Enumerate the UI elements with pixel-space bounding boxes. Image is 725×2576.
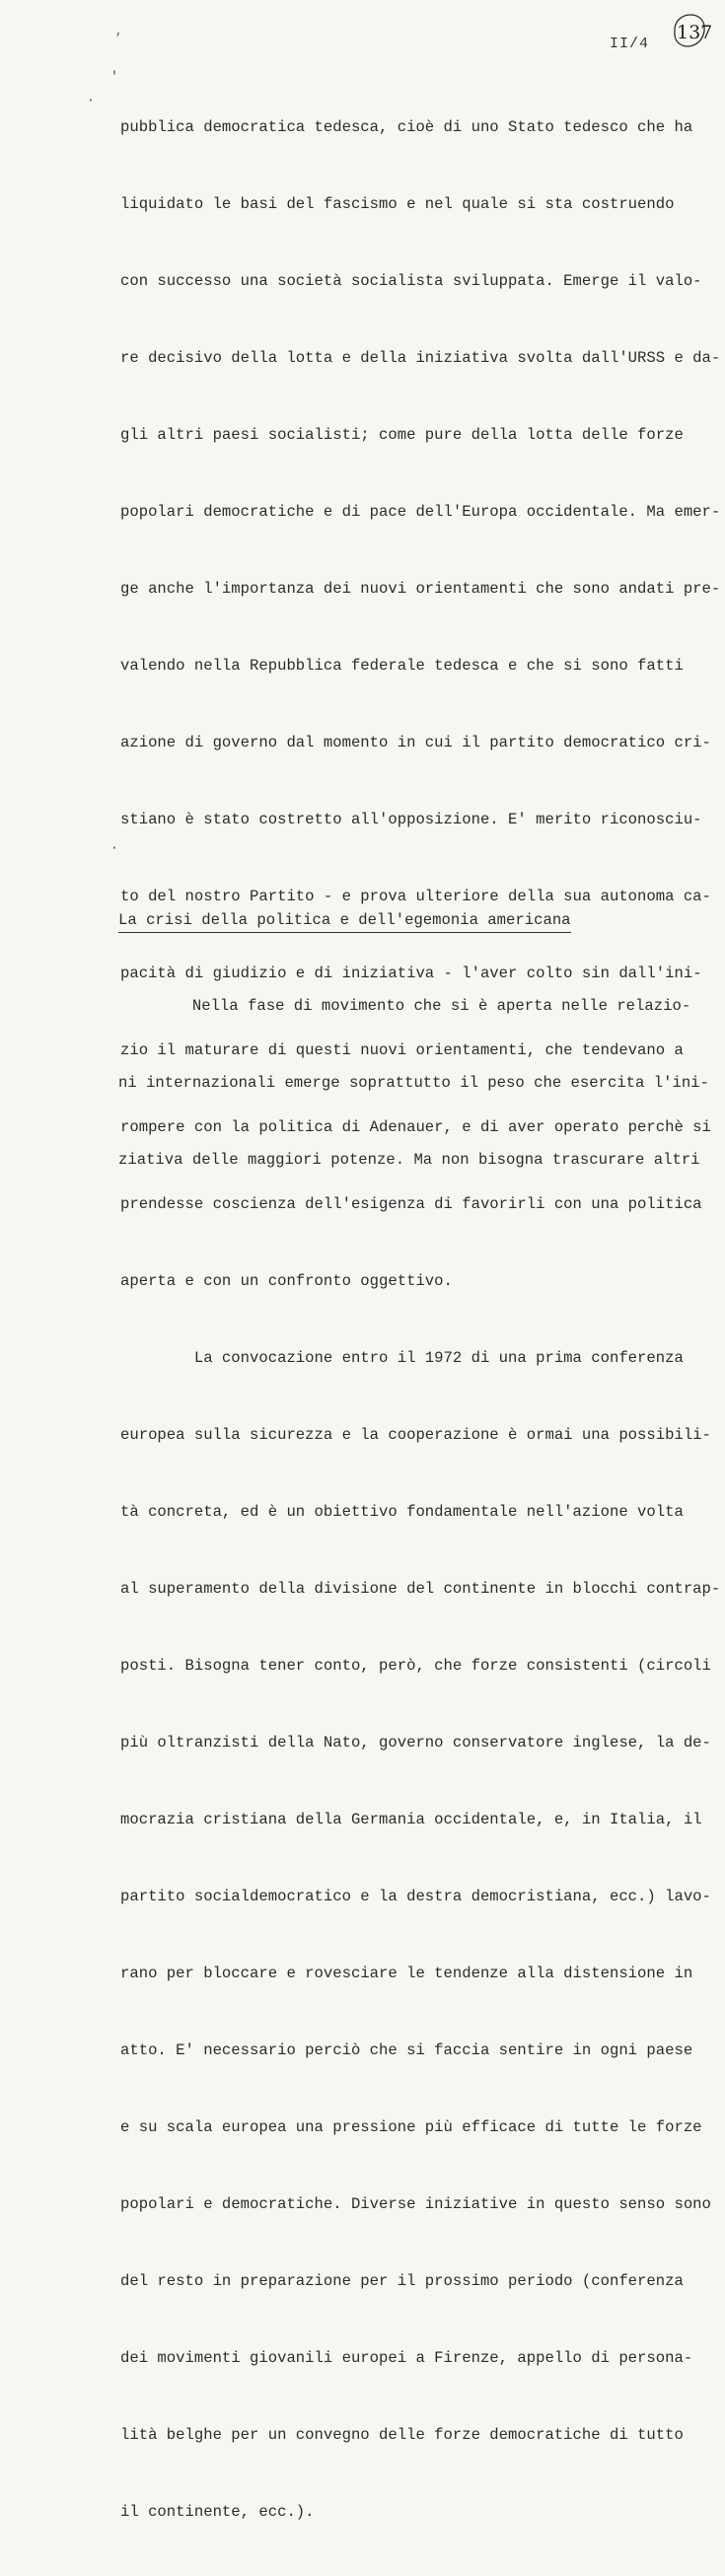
- text-line: al superamento della divisione del continente in blocchi contrap-: [120, 1580, 721, 1598]
- text-line: popolari e democratiche. Diverse iniziative in questo senso sono: [120, 2195, 711, 2213]
- svg-text:137: 137: [677, 22, 713, 43]
- text-line: lità belghe per un convegno delle forze democratiche di tutto: [120, 2426, 684, 2444]
- text-line: del resto in preparazione per il prossimo periodo (conferenza: [120, 2272, 684, 2290]
- text-line: ge anche l'importanza dei nuovi orientamenti che sono andati pre-: [120, 580, 721, 598]
- text-line: rompere con la politica di Adenauer, e di aver operato perchè si: [120, 1118, 711, 1136]
- text-line: il continente, ecc.).: [120, 2503, 315, 2521]
- text-line: più oltranzisti della Nato, governo conservatore inglese, la de-: [120, 1734, 711, 1752]
- text-line: con successo una società socialista sviluppata. Emerge il valo-: [120, 272, 702, 290]
- body-paragraphs: [118, 63, 721, 2576]
- text-line: gli altri paesi socialisti; come pure della lotta delle forze: [120, 426, 684, 444]
- text-line: La convocazione entro il 1972 di una prima conferenza: [120, 1349, 684, 1367]
- text-line: valendo nella Repubblica federale tedesca e che si sono fatti: [120, 657, 684, 675]
- stray-pen-mark: ,: [115, 25, 123, 38]
- text-line: zio il maturare di questi nuovi orientamenti, che tendevano a: [120, 1041, 684, 1059]
- text-line: Nella fase di movimento che si è aperta nelle relazio-: [118, 997, 691, 1015]
- text-line: stiano è stato costretto all'opposizione. E' merito riconosciu-: [120, 811, 702, 828]
- margin-mark: ·: [110, 840, 118, 855]
- body-paragraph-3: [118, 942, 711, 1224]
- text-line: liquidato le basi del fascismo e nel quale si sta costruendo: [120, 195, 675, 213]
- page-label: II/4: [610, 36, 650, 52]
- text-line: atto. E' necessario perciò che si faccia sentire in ogni paese: [120, 2041, 693, 2059]
- text-line: aperta e con un confronto oggettivo.: [120, 1272, 453, 1290]
- text-line: e su scala europea una pressione più efficace di tutte le forze: [120, 2118, 702, 2136]
- text-line: re decisivo della lotta e della iniziativa svolta dall'URSS e da-: [120, 349, 721, 367]
- text-line: azione di governo dal momento in cui il partito democratico cri-: [120, 734, 711, 751]
- text-line: tà concreta, ed è un obiettivo fondamentale nell'azione volta: [120, 1503, 684, 1521]
- text-line: rano per bloccare e rovesciare le tendenze alla distensione in: [120, 1965, 693, 1982]
- text-line: prendesse coscienza dell'esigenza di favorirli con una politica: [120, 1195, 702, 1213]
- text-line: pubblica democratica tedesca, cioè di uno Stato tedesco che ha: [120, 118, 693, 136]
- text-line: posti. Bisogna tener conto, però, che forze consistenti (circoli: [120, 1657, 711, 1675]
- handwritten-page-number-stamp: [669, 12, 713, 49]
- text-line: popolari democratiche e di pace dell'Europa occidentale. Ma emer-: [120, 503, 721, 521]
- text-line: dei movimenti giovanili europei a Firenze, appello di persona-: [120, 2349, 693, 2367]
- margin-mark: ': [110, 69, 118, 84]
- text-line: europea sulla sicurezza e la cooperazione è ormai una possibili-: [120, 1426, 711, 1444]
- text-line: partito socialdemocratico e la destra democristiana, ecc.) lavo-: [120, 1888, 711, 1905]
- text-line: pacità di giudizio e di iniziativa - l'aver colto sin dall'ini-: [120, 965, 702, 982]
- text-line: ni internazionali emerge soprattutto il peso che esercita l'ini-: [118, 1074, 709, 1092]
- section-heading: La crisi della politica e dell'egemonia americana: [118, 909, 571, 933]
- margin-mark: ·: [87, 93, 95, 107]
- text-line: to del nostro Partito - e prova ulteriore della sua autonoma ca-: [120, 888, 711, 905]
- text-line: ziativa delle maggiori potenze. Ma non bisogna trascurare altri: [118, 1151, 700, 1169]
- text-line: mocrazia cristiana della Germania occidentale, e, in Italia, il: [120, 1811, 702, 1828]
